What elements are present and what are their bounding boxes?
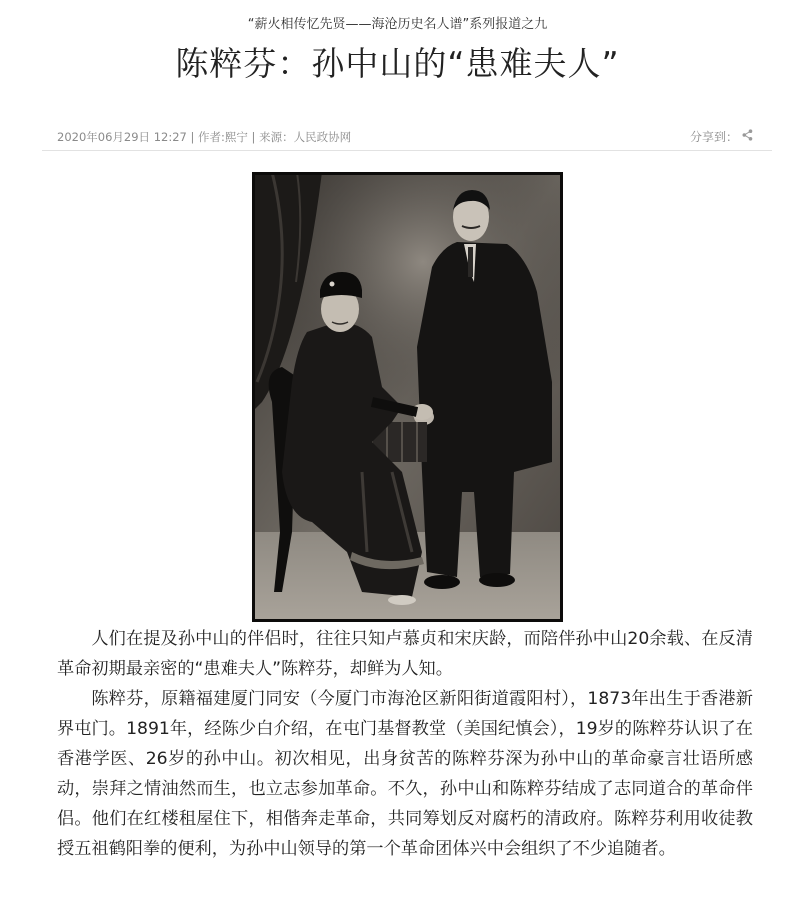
divider: [42, 150, 772, 151]
share-button[interactable]: [690, 128, 753, 145]
article-body: [57, 624, 753, 864]
article-paragraph: 陈粹芬，原籍福建厦门同安（今厦门市海沧区新阳街道霞阳村），1873年出生于香港新界屯门。1891年，经陈少白介绍，在屯门基督教堂（美国纪慎会），19岁的陈粹芬认识了在香港学医、26岁的孙中山。初次相见，出身贫苦的陈粹芬深为孙中山的革命豪言壮语所感动，崇拜之情油然而生，也立志参加革命。不久，孙中山和陈粹芬结成了志同道合的革命伴侣。他们在红楼租屋住下，相偕奔走革命，共同筹划反对腐朽的清政府。陈粹芬利用收徒教授五祖鹤阳拳的便利，为孙中山领导的第一个革命团体兴中会组织了不少追随者。: [57, 689, 753, 859]
share-icon[interactable]: [742, 129, 753, 144]
article-meta: 2020年06月29日 12:27 | 作者:熙宁 | 来源：人民政协网: [57, 130, 352, 144]
historical-photo: [252, 172, 563, 622]
page-title: 陈粹芬：孙中山的“患难夫人”: [175, 44, 620, 83]
article-paragraph: 人们在提及孙中山的伴侣时，往往只知卢慕贞和宋庆龄，而陪伴孙中山20余载、在反清革命初期最亲密的“患难夫人”陈粹芬，却鲜为人知。: [57, 629, 753, 679]
share-label: 分享到：: [689, 130, 738, 144]
series-label: “薪火相传忆先贤——海沧历史名人谱”系列报道之九: [247, 17, 548, 32]
